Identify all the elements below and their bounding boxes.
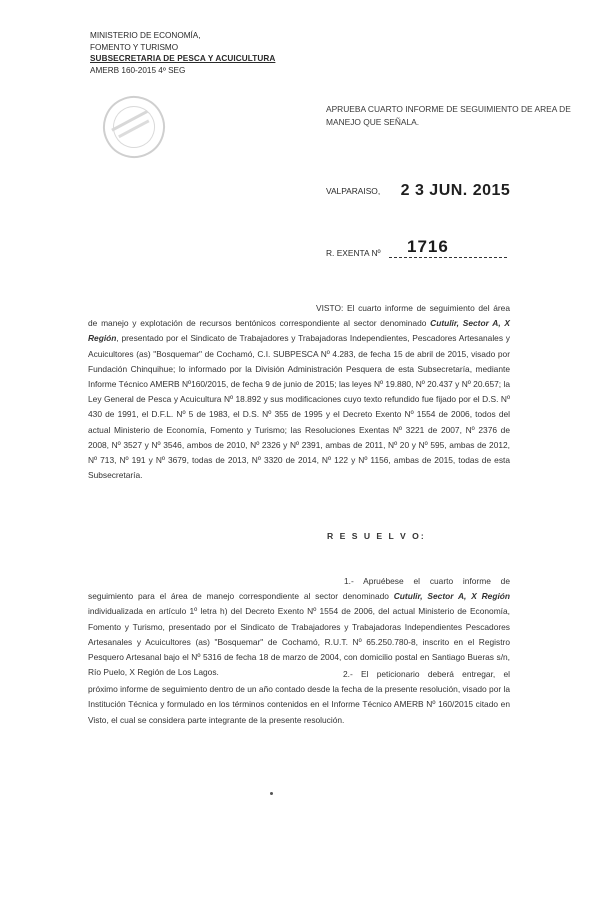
resolution-date: 2 3 JUN. 2015 bbox=[400, 182, 511, 199]
header-ministry: MINISTERIO DE ECONOMÍA, bbox=[90, 31, 201, 40]
resuelvo-heading: R E S U E L V O: bbox=[327, 531, 426, 541]
header-ministry-sub: FOMENTO Y TURISMO bbox=[90, 42, 179, 52]
ministry-header bbox=[90, 30, 275, 76]
resolution-item-2: 2.- El peticionario deberá entregar, el próximo informe de seguimiento dentro de un año contado desde la fecha de la presente resolución, visado por la Institución Técnica y formulado en los términos contenidos en el Informe Técnico AMERB Nº 160/2015 citado en Visto, el cual se considera parte integrante de la presente resolución. bbox=[88, 669, 510, 725]
official-seal-stamp bbox=[92, 85, 176, 169]
exenta-line bbox=[326, 237, 507, 258]
place-label: VALPARAISO, bbox=[326, 186, 381, 196]
item1-area-name: Cutulir, Sector A, X Región bbox=[393, 591, 510, 602]
item1-text-1: 1.- Apruébese el cuarto informe de seguimiento para el área de manejo correspondiente al sector denominado bbox=[88, 576, 510, 602]
visto-area-name: Cutulir, Sector A, X Región bbox=[88, 318, 511, 344]
visto-paragraph bbox=[88, 301, 510, 483]
visto-text-1: VISTO: El cuarto informe de seguimiento del área de manejo y explotación de recursos bentónicos correspondiente al sector denominado bbox=[88, 303, 510, 329]
exenta-label: R. EXENTA Nº bbox=[326, 248, 381, 258]
resolution-subject: APRUEBA CUARTO INFORME DE SEGUIMIENTO DE AREA DE MANEJO QUE SEÑALA. bbox=[326, 104, 571, 127]
scan-dot-mark bbox=[270, 792, 273, 795]
visto-text-2: , presentado por el Sindicato de Trabajadores y Trabajadoras Independientes, Pescadores Artesanales y Acuicultores (as) "Bosquemar" de Cochamó, C.I. SUBPESCA Nº 4.283, de fecha 15 de abril de 2015, visado por Fundación Chinquihue; lo informado por la División Administración Pesquera de esta Subsecretaría, mediante Informe Técnico AMERB Nº160/2015, de fecha 9 de junio de 2015; las leyes Nº 19.880, Nº 20.437 y Nº 20.657; la Ley General de Pesca y Acuicultura Nº 18.892 y sus modificaciones cuyo texto refundido fue fijado por el D.S. Nº 430 de 1991, el D.F.L. Nº 5 de 1983, el D.S. Nº 355 de 1995 y el Decreto Exento Nº 1554 de 2006, todos del actual Ministerio de Economía, Fomento y Turismo; las Resoluciones Exentas Nº 3221 de 2007, Nº 2376 de 2008, Nº 3527 y Nº 3546, ambos de 2010, Nº 2326 y Nº 2391, ambas de 2011, Nº 20 y Nº 595, ambas de 2012, Nº 713, Nº 191 y Nº 3679, todas de 2013, Nº 3320 de 2014, Nº 122 y Nº 1156, ambas de 2015, todas de esta Subsecretaría. bbox=[88, 333, 510, 481]
header-subsecretaria: SUBSECRETARIA DE PESCA Y ACUICULTURA bbox=[90, 54, 276, 64]
exenta-number: 1716 bbox=[407, 237, 449, 256]
item1-text-2: individualizada en artículo 1º letra h) del Decreto Exento Nº 1554 de 2006, del actual Ministerio de Economía, Fomento y Turismo, presentado por el Sindicato de Trabajadores y Trabajadoras Independientes Pescadores Artesanales y Acuicultores (as) "Bosquemar" de Cochamó, R.U.T. Nº 65.250.780-8, inscrito en el Registro Pesquero Artesanal bajo el Nº 5316 de fecha 18 de marzo de 2004, con domicilio postal en Santiago Bueras s/n, Río Puelo, X Región de Los Lagos. bbox=[88, 606, 510, 678]
place-date-line bbox=[326, 182, 510, 200]
exenta-number-field bbox=[389, 237, 507, 258]
resolution-item-1 bbox=[88, 574, 510, 680]
header-reference: AMERB 160-2015 4º SEG bbox=[90, 65, 186, 75]
